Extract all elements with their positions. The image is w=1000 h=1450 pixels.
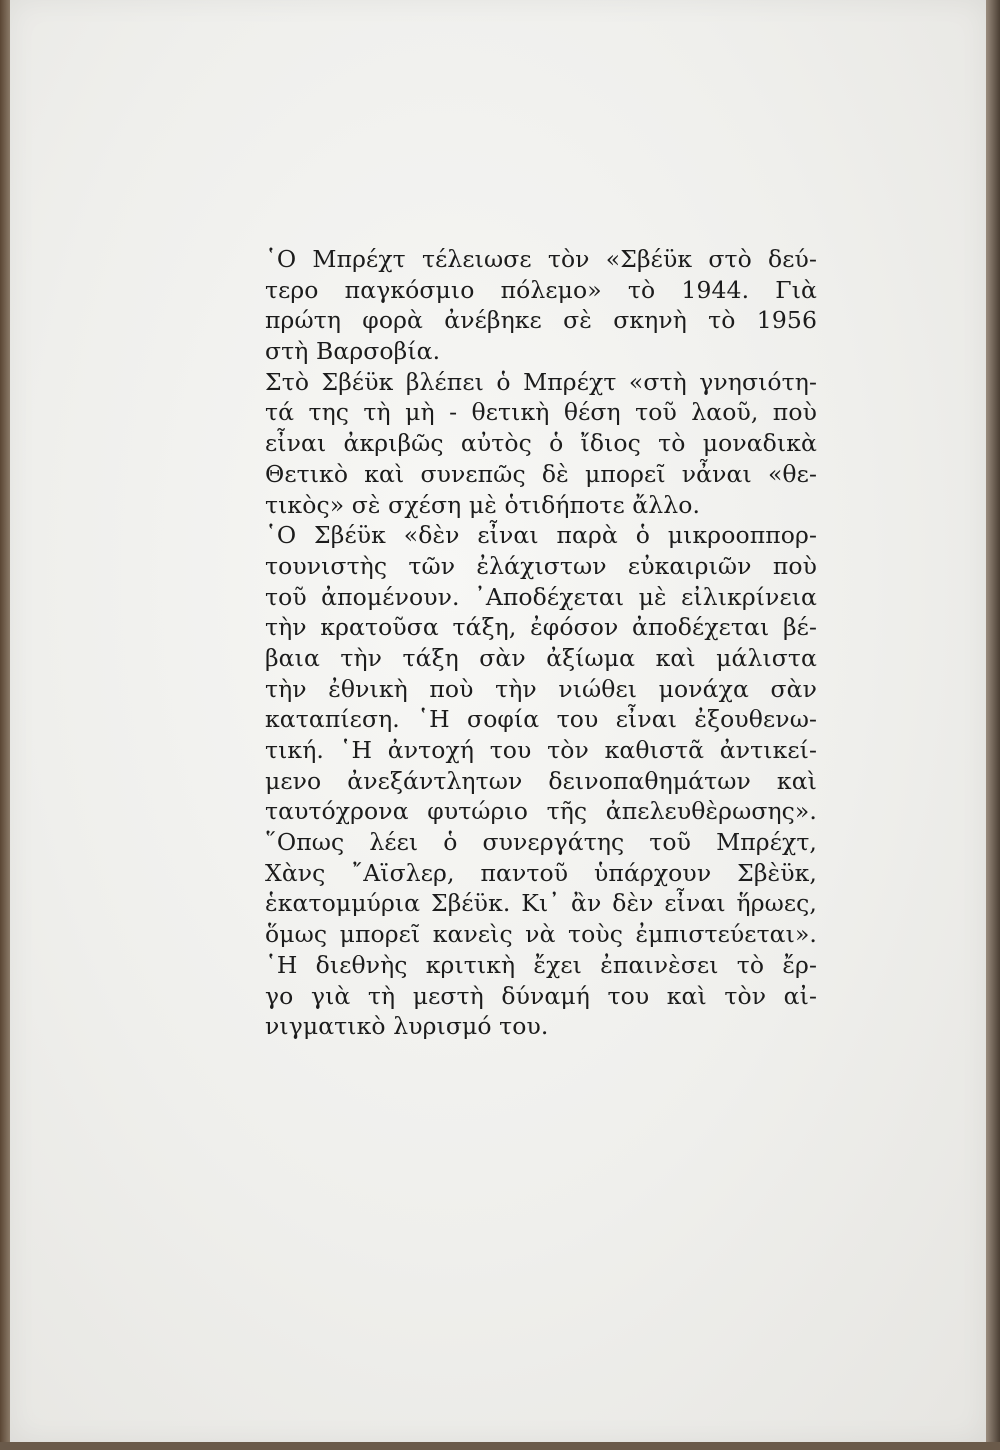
blurb-line: ἑκατομμύρια Σβέϋκ. Κι᾽ ἂν δὲν εἶναι ἥρωες,	[265, 889, 817, 918]
blurb-line: ταυτόχρονα φυτώριο τῆς ἀπελευθὲρωσης».	[265, 797, 817, 826]
blurb-line: ῾Ο Σβέϋκ «δὲν εἶναι παρὰ ὁ μικροοππορ-	[265, 521, 817, 550]
blurb-line: πρώτη φορὰ ἀνέβηκε σὲ σκηνὴ τὸ 1956	[265, 306, 817, 335]
blurb-line: ὅμως μπορεῖ κανεὶς νὰ τοὺς ἐμπιστεύεται».	[265, 920, 817, 949]
background-edge-bottom	[0, 1442, 1000, 1450]
blurb-line: τὴν ἐθνικὴ ποὺ τὴν νιώθει μονάχα σὰν	[265, 674, 817, 703]
background-edge-left	[0, 0, 10, 1450]
blurb-line: Στὸ Σβέϋκ βλέπει ὁ Μπρέχτ «στὴ γνησιότη-	[265, 367, 817, 396]
blurb-line: ῾Η διεθνὴς κριτικὴ ἔχει ἐπαινὲσει τὸ ἔρ-	[265, 950, 817, 979]
blurb-text	[265, 244, 817, 1042]
blurb-line: βαια τὴν τάξη σὰν ἀξίωμα καὶ μάλιστα	[265, 643, 817, 672]
blurb-line: τερο παγκόσμιο πόλεμο» τὸ 1944. Γιὰ	[265, 275, 817, 304]
blurb-line: ῾Ο Μπρέχτ τέλειωσε τὸν «Σβέϋκ στὸ δεύ-	[265, 245, 817, 273]
blurb-line: τικὸς» σὲ σχέση μὲ ὁτιδήποτε ἄλλο.	[265, 490, 701, 519]
blurb-line: νιγματικὸ λυρισμό του.	[265, 1012, 549, 1041]
blurb-line: τά της τὴ μὴ - θετικὴ θέση τοῦ λαοῦ, ποὺ	[265, 398, 817, 427]
blurb-line: Θετικὸ καὶ συνεπῶς δὲ μπορεῖ νἆναι «θε-	[265, 459, 817, 488]
blurb-line: εἶναι ἀκριβῶς αὐτὸς ὁ ἴδιος τὸ μοναδικὰ	[265, 429, 817, 458]
blurb-line: τουνιστὴς τῶν ἐλάχιστων εὐκαιριῶν ποὺ	[265, 551, 817, 580]
blurb-line: τοῦ ἀπομένουν. ᾽Αποδέχεται μὲ εἰλικρίνεια	[265, 582, 817, 611]
background-edge-right	[986, 0, 1000, 1450]
blurb-line: ῞Οπως λέει ὁ συνεργάτης τοῦ Μπρέχτ,	[265, 828, 817, 857]
blurb-line: μενο ἀνεξάντλητων δεινοπαθημάτων καὶ	[265, 766, 817, 795]
blurb-line: Χὰνς ῎Αϊσλερ, παντοῦ ὑπάρχουν Σβὲϋκ,	[265, 858, 817, 887]
blurb-line: γο γιὰ τὴ μεστὴ δύναμή του καὶ τὸν αἰ-	[265, 981, 817, 1010]
blurb-line: τὴν κρατοῦσα τάξη, ἐφόσον ἀποδέχεται βέ-	[265, 613, 817, 642]
blurb-line: τική. ῾Η ἀντοχή του τὸν καθιστᾶ ἀντικεί-	[265, 736, 817, 764]
blurb-line: καταπίεση. ῾Η σοφία του εἶναι ἐξουθενω-	[265, 705, 817, 734]
blurb-line: στὴ Βαρσοβία.	[265, 337, 441, 366]
